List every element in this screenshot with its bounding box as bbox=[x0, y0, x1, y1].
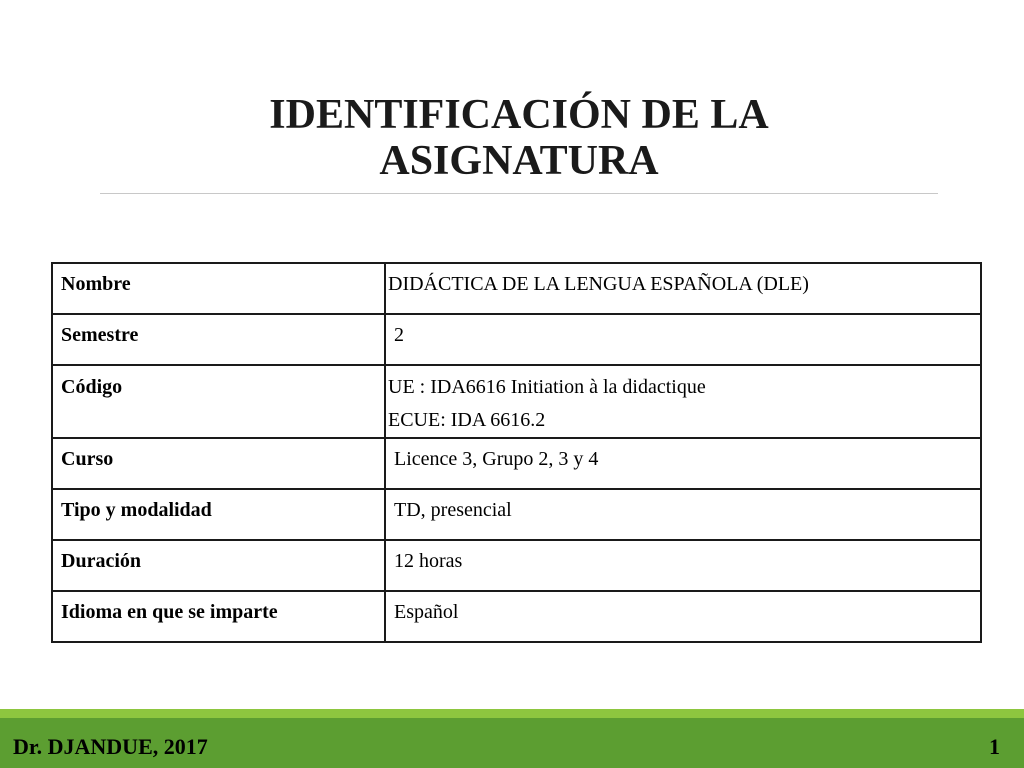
slide-title-line-1: IDENTIFICACIÓN DE LA bbox=[269, 92, 769, 138]
table-row bbox=[52, 591, 981, 642]
footer-bar bbox=[0, 718, 1024, 768]
row-value bbox=[385, 591, 981, 642]
row-value bbox=[385, 540, 981, 591]
table-row bbox=[52, 540, 981, 591]
slide-page-number: 1 bbox=[989, 734, 1000, 759]
value-line: Licence 3, Grupo 2, 3 y 4 bbox=[394, 448, 599, 470]
row-value bbox=[385, 365, 981, 438]
row-label: Duración bbox=[52, 540, 385, 591]
row-value bbox=[385, 489, 981, 540]
slide-title-line-2: ASIGNATURA bbox=[379, 138, 659, 184]
footer-author: Dr. DJANDUE, 2017 bbox=[13, 734, 208, 759]
value-line: TD, presencial bbox=[394, 499, 512, 521]
table-row bbox=[52, 314, 981, 365]
value-line: Español bbox=[394, 601, 459, 623]
row-label: Tipo y modalidad bbox=[52, 489, 385, 540]
row-value bbox=[385, 314, 981, 365]
row-value bbox=[385, 263, 981, 314]
footer-accent-stripe bbox=[0, 709, 1024, 718]
row-label: Nombre bbox=[52, 263, 385, 314]
table-row bbox=[52, 489, 981, 540]
slide-title bbox=[100, 92, 938, 184]
value-line: DIDÁCTICA DE LA LENGUA ESPAÑOLA (DLE) bbox=[388, 273, 809, 295]
table-row bbox=[52, 438, 981, 489]
row-value bbox=[385, 438, 981, 489]
row-label: Curso bbox=[52, 438, 385, 489]
title-divider bbox=[100, 193, 938, 194]
table-row bbox=[52, 365, 981, 438]
value-line: 12 horas bbox=[394, 550, 463, 572]
row-label: Código bbox=[52, 365, 385, 438]
row-label: Idioma en que se imparte bbox=[52, 591, 385, 642]
course-info-table bbox=[51, 262, 982, 643]
row-label: Semestre bbox=[52, 314, 385, 365]
value-line: ECUE: IDA 6616.2 bbox=[388, 409, 546, 431]
value-line: 2 bbox=[394, 324, 404, 346]
value-line: UE : IDA6616 Initiation à la didactique bbox=[388, 376, 706, 398]
table-row bbox=[52, 263, 981, 314]
